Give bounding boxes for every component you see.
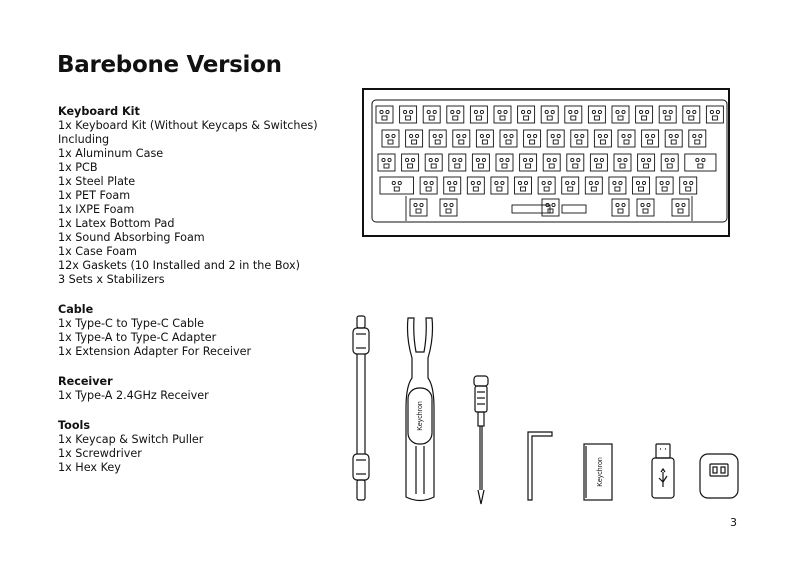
section-heading: Cable bbox=[58, 303, 94, 316]
switch-socket bbox=[518, 106, 535, 123]
switch-socket bbox=[543, 154, 560, 171]
list-item: 1x Type-A 2.4GHz Receiver bbox=[58, 389, 209, 402]
switch-socket bbox=[562, 177, 579, 194]
switch-socket bbox=[661, 154, 678, 171]
list-item: 1x Type-A to Type-C Adapter bbox=[58, 331, 217, 344]
switch-socket bbox=[420, 177, 437, 194]
switch-socket bbox=[680, 177, 697, 194]
switch-socket bbox=[410, 199, 427, 216]
switch-socket bbox=[423, 106, 440, 123]
switch-socket bbox=[588, 106, 605, 123]
switch-socket bbox=[402, 154, 419, 171]
switch-socket bbox=[447, 106, 464, 123]
switch-socket bbox=[633, 177, 650, 194]
case-bottom-edge bbox=[406, 196, 692, 221]
list-item: 1x Keycap & Switch Puller bbox=[58, 433, 204, 446]
list-item: 1x Extension Adapter For Receiver bbox=[58, 345, 252, 358]
switch-socket bbox=[689, 130, 706, 147]
list-item: 1x Hex Key bbox=[58, 461, 121, 474]
accessories-illustration bbox=[340, 312, 760, 517]
switch-socket bbox=[440, 199, 457, 216]
switch-socket bbox=[494, 106, 511, 123]
switch-socket bbox=[585, 177, 602, 194]
switch-socket bbox=[636, 106, 653, 123]
switch-socket bbox=[378, 154, 395, 171]
switch-socket bbox=[571, 130, 588, 147]
switch-socket bbox=[614, 154, 631, 171]
switch-socket bbox=[567, 154, 584, 171]
list-item: 1x Type-C to Type-C Cable bbox=[58, 317, 205, 330]
switch-socket bbox=[400, 106, 417, 123]
switch-socket bbox=[467, 177, 484, 194]
switch-socket bbox=[406, 130, 423, 147]
usb-c-cable-icon bbox=[353, 316, 369, 500]
switch-socket bbox=[520, 154, 537, 171]
page-number: 3 bbox=[730, 516, 737, 529]
switch-socket bbox=[659, 106, 676, 123]
switch-socket bbox=[683, 106, 700, 123]
switch-socket bbox=[642, 130, 659, 147]
screwdriver-icon bbox=[474, 376, 488, 504]
list-item: Including bbox=[58, 133, 110, 146]
switch-socket bbox=[429, 130, 446, 147]
section-keyboard-kit bbox=[58, 105, 358, 287]
list-item: 12x Gaskets (10 Installed and 2 in the Box) bbox=[58, 259, 300, 272]
switch-socket bbox=[637, 199, 654, 216]
switch-socket bbox=[594, 130, 611, 147]
list-item: 1x Steel Plate bbox=[58, 175, 136, 188]
switch-socket bbox=[444, 177, 461, 194]
section-heading: Keyboard Kit bbox=[58, 105, 140, 118]
switch-socket bbox=[476, 130, 493, 147]
section-heading: Receiver bbox=[58, 375, 113, 388]
list-item: 1x IXPE Foam bbox=[58, 203, 135, 216]
switch-socket bbox=[538, 177, 555, 194]
switch-socket bbox=[618, 130, 635, 147]
list-item: 3 Sets x Stabilizers bbox=[58, 273, 165, 286]
list-item: 1x Aluminum Case bbox=[58, 147, 164, 160]
stabilizer-slot bbox=[512, 205, 550, 213]
list-item: 1x Case Foam bbox=[58, 245, 137, 258]
puller-brand-label: Keychron bbox=[417, 401, 424, 431]
switch-socket bbox=[376, 106, 393, 123]
keyboard-switches bbox=[376, 106, 723, 221]
switch-socket bbox=[425, 154, 442, 171]
list-item: 1x PET Foam bbox=[58, 189, 131, 202]
switch-socket bbox=[380, 177, 414, 194]
switch-socket bbox=[672, 199, 689, 216]
switch-socket bbox=[612, 199, 629, 216]
switch-socket bbox=[609, 177, 626, 194]
switch-socket bbox=[524, 130, 541, 147]
switch-socket bbox=[515, 177, 532, 194]
section-heading: Tools bbox=[58, 419, 91, 432]
switch-socket bbox=[496, 154, 513, 171]
section-tools bbox=[58, 419, 358, 475]
list-item: 1x PCB bbox=[58, 161, 98, 174]
stabilizer-slot bbox=[562, 205, 586, 213]
contents-list bbox=[58, 105, 358, 491]
switch-socket bbox=[656, 177, 673, 194]
page-title: Barebone Version bbox=[57, 52, 282, 78]
switch-socket bbox=[500, 130, 517, 147]
switch-socket bbox=[565, 106, 582, 123]
hex-key-icon bbox=[528, 432, 552, 500]
switch-socket bbox=[638, 154, 655, 171]
section-receiver bbox=[58, 375, 358, 403]
switch-socket bbox=[541, 106, 558, 123]
list-item: 1x Screwdriver bbox=[58, 447, 142, 460]
section-cable bbox=[58, 303, 358, 359]
switch-socket bbox=[590, 154, 607, 171]
switch-socket bbox=[491, 177, 508, 194]
list-item: 1x Latex Bottom Pad bbox=[58, 217, 175, 230]
switch-socket bbox=[685, 154, 716, 171]
receiver-dongle-icon bbox=[700, 454, 738, 498]
switch-socket bbox=[453, 130, 470, 147]
usb-a-adapter-icon bbox=[652, 444, 674, 498]
switch-socket bbox=[706, 106, 723, 123]
keyboard-illustration bbox=[362, 88, 730, 238]
switch-socket bbox=[382, 130, 399, 147]
switch-socket bbox=[665, 130, 682, 147]
list-item: 1x Keyboard Kit (Without Keycaps & Switches) bbox=[58, 119, 318, 132]
switch-socket bbox=[612, 106, 629, 123]
switch-socket bbox=[470, 106, 487, 123]
list-item: 1x Sound Absorbing Foam bbox=[58, 231, 205, 244]
switch-socket bbox=[547, 130, 564, 147]
switch-socket bbox=[449, 154, 466, 171]
box-brand-label: Keychron bbox=[597, 457, 604, 487]
switch-socket bbox=[472, 154, 489, 171]
